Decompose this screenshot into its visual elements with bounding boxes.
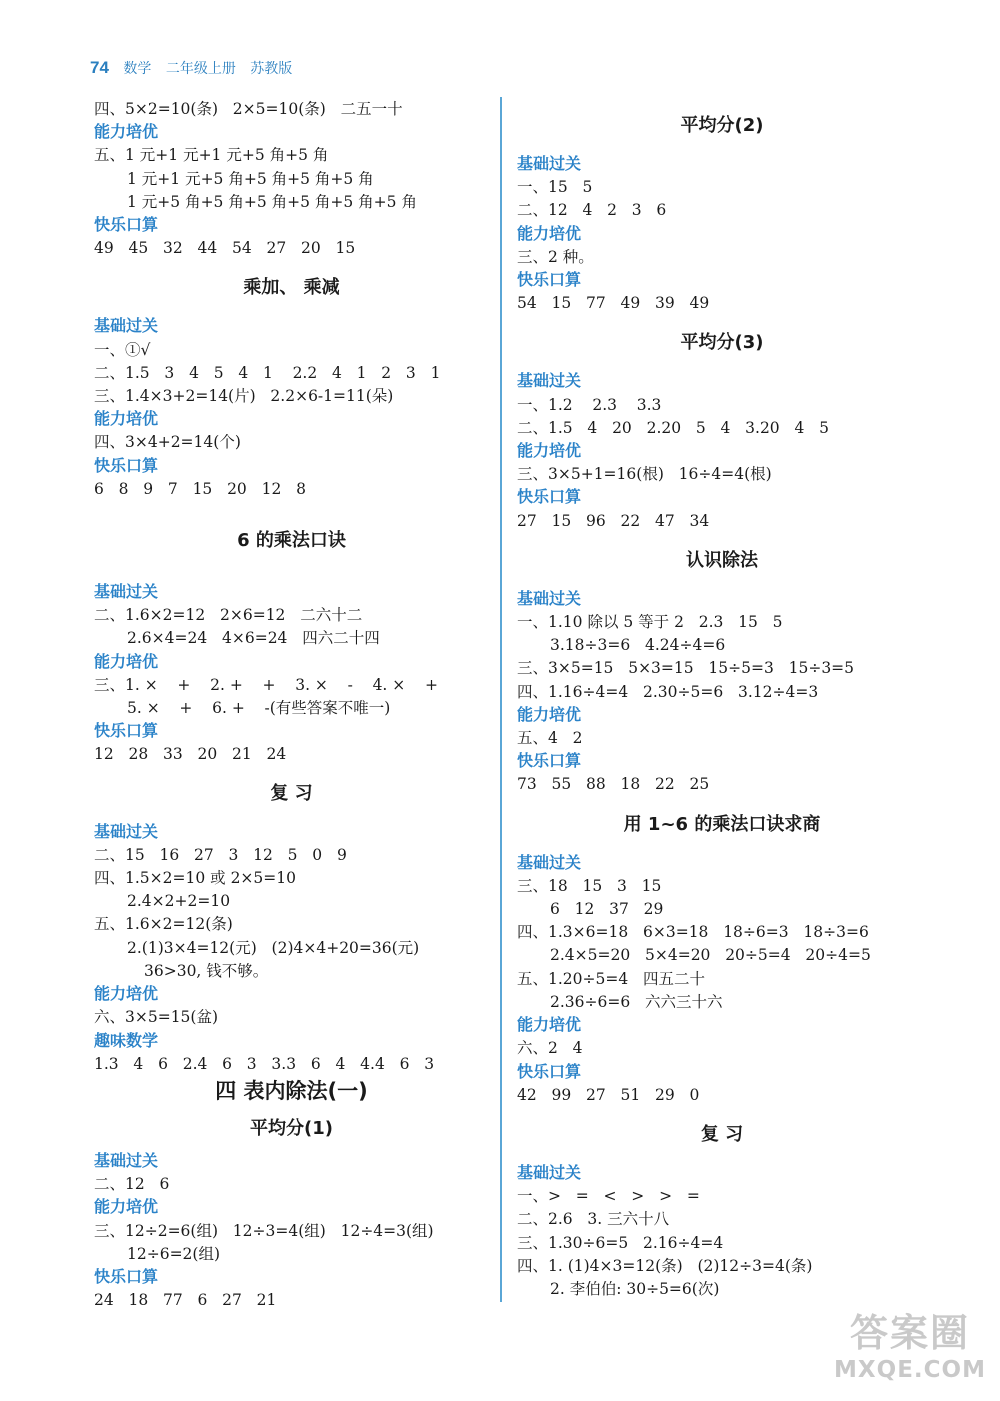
section-label: 能力培优: [517, 1017, 582, 1035]
answer-line: 一、①√: [94, 340, 151, 359]
page-number: 74: [90, 58, 109, 77]
answer-line: 六、2 4: [517, 1039, 583, 1058]
answer-line: 二、12 6: [94, 1175, 170, 1194]
answer-line: 2.4×2+2=10: [127, 892, 231, 911]
answer-line: 五、1.6×2=12(条): [94, 915, 233, 934]
answer-line: 1 元+5 角+5 角+5 角+5 角+5 角+5 角: [127, 192, 417, 211]
section-label: 基础过关: [94, 584, 159, 602]
answer-line: 6 8 9 7 15 20 12 8: [94, 479, 306, 498]
answer-line: 27 15 96 22 47 34: [517, 511, 710, 530]
answer-line: 六、3×5=15(盆): [94, 1008, 219, 1027]
lesson-title: 认识除法: [686, 549, 758, 571]
section-label: 能力培优: [517, 706, 582, 724]
section-label: 快乐口算: [94, 217, 159, 235]
section-label: 趣味数学: [94, 1032, 159, 1050]
lesson-title: 平均分(3): [680, 332, 764, 354]
answer-line: 三、1. × + 2. + + 3. × - 4. × +: [94, 675, 438, 694]
section-label: 基础过关: [94, 823, 159, 841]
lesson-title: 复 习: [270, 782, 313, 804]
answer-line: 36>30, 钱不够。: [144, 961, 269, 980]
lesson-title: 平均分(2): [680, 115, 764, 136]
subject-label: 数学: [123, 60, 152, 76]
section-label: 能力培优: [94, 1199, 159, 1217]
chapter-title: 四 表内除法(一): [215, 1078, 368, 1103]
lesson-title: 复 习: [700, 1123, 744, 1145]
section-label: 快乐口算: [94, 1268, 159, 1286]
answer-line: 三、1.4×3+2=14(片) 2.2×6-1=11(朵): [94, 387, 394, 406]
answer-line: 二、12 4 2 3 6: [517, 201, 667, 220]
answer-line: 54 15 77 49 39 49: [517, 294, 710, 313]
section-label: 能力培优: [517, 443, 582, 461]
answer-line: 五、1.20÷5=4 四五二十: [517, 969, 705, 988]
answer-line: 2.4×5=20 5×4=20 20÷5=4 20÷4=5: [550, 946, 871, 965]
right-column: [517, 98, 927, 1301]
answer-line: 三、1.30÷6=5 2.16÷4=4: [517, 1233, 724, 1252]
watermark-url: MXQE.COM: [834, 1357, 986, 1383]
lesson-title: 用 1~6 的乘法口诀求商: [623, 813, 821, 835]
left-column: [94, 98, 489, 1312]
section-label: 基础过关: [517, 373, 582, 391]
lesson-title: 6 的乘法口诀: [237, 530, 346, 552]
section-label: 快乐口算: [94, 723, 159, 741]
answer-line: 三、3×5+1=16(根) 16÷4=4(根): [517, 465, 772, 484]
section-label: 能力培优: [94, 124, 159, 142]
page-header: [90, 58, 302, 78]
section-label: 能力培优: [94, 653, 159, 671]
lesson-title: 乘加、 乘减: [243, 277, 340, 299]
watermark-text: 答案圈: [850, 1311, 971, 1355]
column-divider: [500, 97, 502, 1302]
answer-line: 四、1. (1)4×3=12(条) (2)12÷3=4(条): [517, 1256, 813, 1275]
answer-line: 三、3×5=15 5×3=15 15÷5=3 15÷3=5: [517, 659, 855, 678]
answer-line: 12 28 33 20 21 24: [94, 745, 287, 764]
answer-line: 一、15 5: [517, 178, 593, 197]
answer-line: 四、3×4+2=14(个): [94, 433, 241, 452]
answer-line: 2.36÷6=6 六六三十六: [550, 992, 723, 1011]
answer-line: 42 99 27 51 29 0: [517, 1085, 700, 1104]
answer-line: 一、1.2 2.3 3.3: [517, 395, 662, 414]
answer-line: 二、2.6 3. 三六十八: [517, 1210, 670, 1229]
section-label: 快乐口算: [517, 753, 582, 771]
edition-label: 苏教版: [250, 60, 293, 76]
answer-line: 一、> = < > > =: [517, 1187, 700, 1206]
answer-line: 二、1.6×2=12 2×6=12 二六十二: [94, 606, 363, 625]
answer-line: 四、1.5×2=10 或 2×5=10: [94, 869, 296, 888]
answer-line: 2.6×4=24 4×6=24 四六二十四: [127, 629, 380, 648]
answer-line: 49 45 32 44 54 27 20 15: [94, 239, 356, 258]
answer-line: 三、2 种。: [517, 247, 594, 266]
grade-label: 二年级上册: [165, 60, 236, 76]
answer-line: 四、5×2=10(条) 2×5=10(条) 二五一十: [94, 100, 403, 118]
answer-line: 一、1.10 除以 5 等于 2 2.3 15 5: [517, 613, 783, 632]
section-label: 快乐口算: [94, 457, 159, 475]
answer-line: 3.18÷3=6 4.24÷4=6: [550, 636, 726, 655]
section-label: 基础过关: [517, 854, 582, 872]
answer-line: 二、1.5 4 20 2.20 5 4 3.20 4 5: [517, 418, 829, 437]
answer-line: 24 18 77 6 27 21: [94, 1291, 277, 1310]
answer-line: 6 12 37 29: [550, 900, 664, 919]
section-label: 基础过关: [94, 1152, 159, 1170]
section-label: 能力培优: [94, 411, 159, 429]
section-label: 基础过关: [94, 318, 159, 336]
section-label: 快乐口算: [517, 489, 582, 507]
answer-line: 三、18 15 3 15: [517, 876, 662, 895]
answer-line: 2. 李伯伯: 30÷5=6(次): [550, 1279, 720, 1298]
answer-line: 73 55 88 18 22 25: [517, 775, 710, 794]
answer-line: 12÷6=2(组): [127, 1244, 221, 1263]
answer-line: 1 元+1 元+5 角+5 角+5 角+5 角: [127, 169, 374, 188]
answer-line: 四、1.16÷4=4 2.30÷5=6 3.12÷4=3: [517, 682, 819, 701]
answer-line: 四、1.3×6=18 6×3=18 18÷6=3 18÷3=6: [517, 923, 869, 942]
section-label: 基础过关: [517, 156, 582, 173]
section-label: 基础过关: [517, 590, 582, 608]
section-label: 能力培优: [517, 225, 582, 243]
answer-line: 1.3 4 6 2.4 6 3 3.3 6 4 4.4 6 3: [94, 1054, 435, 1073]
answer-line: 五、1 元+1 元+1 元+5 角+5 角: [94, 146, 329, 165]
section-label: 能力培优: [94, 986, 159, 1004]
answer-line: 三、12÷2=6(组) 12÷3=4(组) 12÷4=3(组): [94, 1221, 434, 1240]
section-label: 快乐口算: [517, 272, 582, 290]
section-label: 基础过关: [517, 1164, 582, 1182]
watermark-logo: [834, 1302, 986, 1383]
answer-line: 二、1.5 3 4 5 4 1 2.2 4 1 2 3 1: [94, 363, 441, 382]
section-label: 快乐口算: [517, 1063, 582, 1081]
lesson-title: 平均分(1): [250, 1117, 333, 1139]
answer-line: 2.(1)3×4=12(元) (2)4×4+20=36(元): [127, 938, 420, 957]
answer-line: 五、4 2: [517, 729, 583, 748]
answer-line: 二、15 16 27 3 12 5 0 9: [94, 845, 347, 864]
answer-line: 5. × + 6. + -(有些答案不唯一): [127, 699, 391, 718]
